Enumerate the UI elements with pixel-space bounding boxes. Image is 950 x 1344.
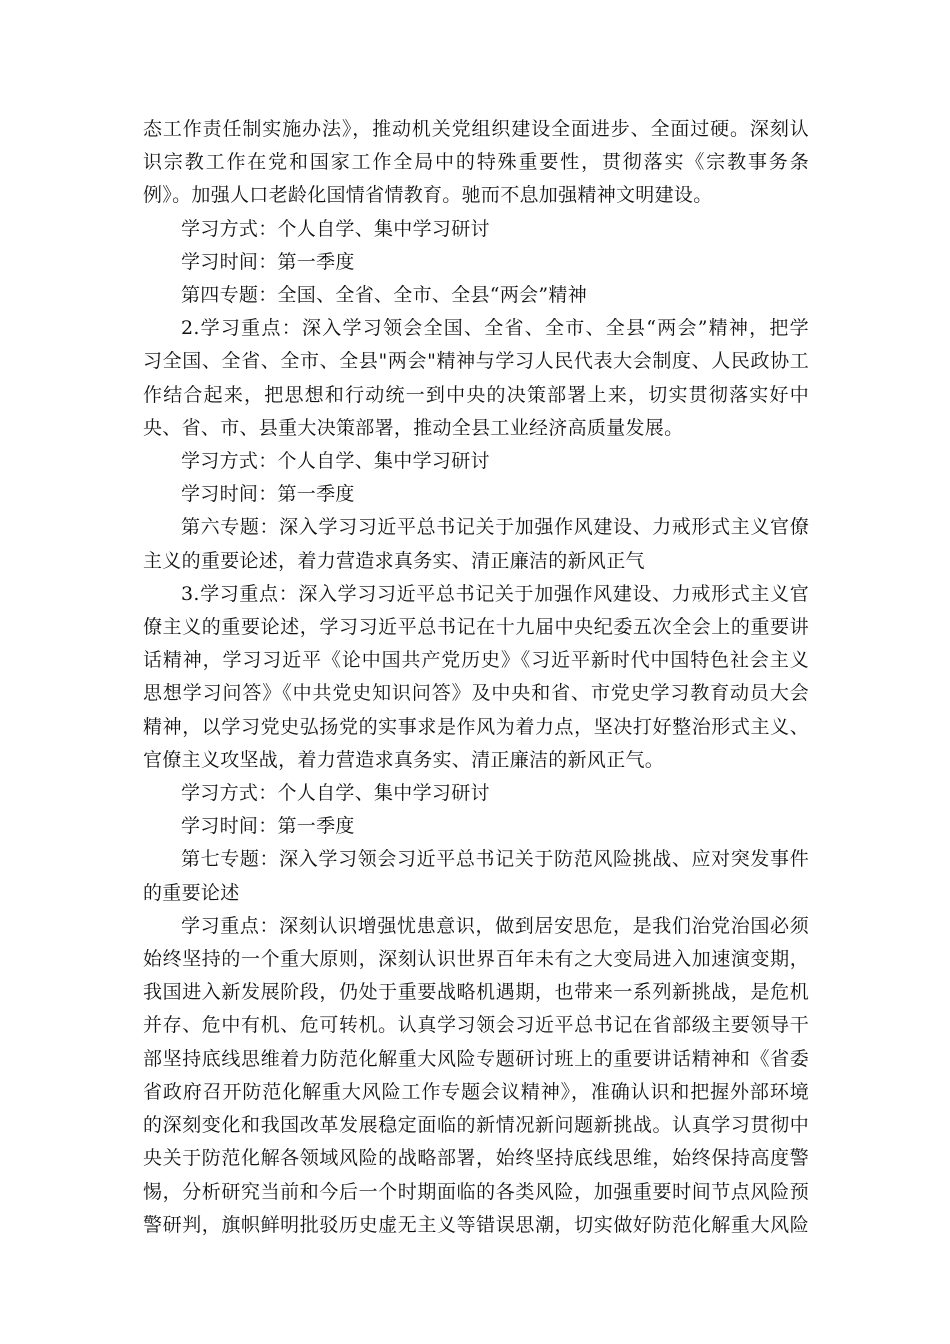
study-focus-paragraph-2 — [143, 312, 809, 445]
study-method-line — [143, 213, 809, 246]
text-line: 学习方式：个人自学、集中学习研讨 — [181, 217, 490, 240]
text-line: 的重要论述 — [143, 881, 240, 904]
text-line: 学习时间：第一季度 — [181, 483, 355, 506]
study-time-line — [143, 246, 809, 279]
text-line: 始终坚持的一个重大原则，深刻认识世界百年未有之大变局进入加速演变期， — [143, 948, 809, 971]
study-method-line — [143, 777, 809, 810]
text-line: 并存、危中有机、危可转机。认真学习领会习近平总书记在省部级主要领导干 — [143, 1014, 809, 1037]
text-line: 省政府召开防范化解重大风险工作专题会议精神》，准确认识和把握外部环境 — [143, 1080, 809, 1103]
text-line: 作结合起来，把思想和行动统一到中央的决策部署上来，切实贯彻落实好中 — [143, 383, 809, 406]
study-time-line — [143, 478, 809, 511]
text-line: 学习重点：深刻认识增强忧患意识，做到居安思危，是我们治党治国必须 — [181, 914, 809, 937]
document-page — [143, 113, 809, 1242]
text-line: 警研判，旗帜鲜明批驳历史虚无主义等错误思潮，切实做好防范化解重大风险 — [143, 1213, 809, 1236]
text-line: 惕，分析研究当前和今后一个时期面临的各类风险，加强重要时间节点风险预 — [143, 1180, 809, 1203]
study-focus-paragraph-7 — [143, 910, 809, 1242]
text-line: 第六专题：深入学习习近平总书记关于加强作风建设、力戒形式主义官僚 — [181, 516, 809, 539]
paragraph-continuation — [143, 113, 809, 213]
text-line: 例》。加强人口老龄化国情省情教育。驰而不息加强精神文明建设。 — [143, 184, 713, 207]
topic-heading-7 — [143, 843, 809, 909]
text-line: 我国进入新发展阶段，仍处于重要战略机遇期，也带来一系列新挑战，是危机 — [143, 981, 809, 1004]
study-time-line — [143, 810, 809, 843]
text-line: 的深刻变化和我国改革发展稳定面临的新情况新问题新挑战。认真学习贯彻中 — [143, 1114, 809, 1137]
text-line: 官僚主义攻坚战，着力营造求真务实、清正廉洁的新风正气。 — [143, 748, 665, 771]
text-line: 精神，以学习党史弘扬党的实事求是作风为着力点，坚决打好整治形式主义、 — [143, 715, 809, 738]
text-line: 学习方式：个人自学、集中学习研讨 — [181, 450, 490, 473]
text-line: 习全国、全省、全市、全县"两会"精神与学习人民代表大会制度、人民政协工 — [143, 350, 809, 373]
text-line: 思想学习问答》《中共党史知识问答》及中央和省、市党史学习教育动员大会 — [143, 682, 809, 705]
text-line: 主义的重要论述，着力营造求真务实、清正廉洁的新风正气 — [143, 549, 645, 572]
text-line: 识宗教工作在党和国家工作全局中的特殊重要性，贯彻落实《宗教事务条 — [143, 151, 809, 174]
text-line: 学习时间：第一季度 — [181, 815, 355, 838]
text-line: 部坚持底线思维着力防范化解重大风险专题研讨班上的重要讲话精神和《省委 — [143, 1047, 809, 1070]
text-line: 僚主义的重要论述，学习习近平总书记在十九届中央纪委五次全会上的重要讲 — [143, 616, 809, 639]
text-line: 央关于防范化解各领域风险的战略部署，始终坚持底线思维，始终保持高度警 — [143, 1147, 809, 1170]
text-line: 学习方式：个人自学、集中学习研讨 — [181, 782, 490, 805]
text-line: 话精神，学习习近平《论中国共产党历史》《习近平新时代中国特色社会主义 — [143, 649, 809, 672]
topic-heading-4 — [143, 279, 809, 312]
text-line: 2.学习重点：深入学习领会全国、全省、全市、全县“两会”精神，把学 — [181, 317, 809, 340]
text-line: 第四专题：全国、全省、全市、全县“两会”精神 — [181, 284, 588, 307]
study-focus-paragraph-3 — [143, 578, 809, 777]
text-line: 第七专题：深入学习领会习近平总书记关于防范风险挑战、应对突发事件 — [181, 848, 809, 871]
text-line: 3.学习重点：深入学习习近平总书记关于加强作风建设、力戒形式主义官 — [181, 582, 809, 605]
topic-heading-6 — [143, 511, 809, 577]
text-line: 态工作责任制实施办法》，推动机关党组织建设全面进步、全面过硬。深刻认 — [143, 118, 809, 140]
text-line: 央、省、市、县重大决策部署，推动全县工业经济高质量发展。 — [143, 416, 684, 439]
study-method-line — [143, 445, 809, 478]
text-line: 学习时间：第一季度 — [181, 250, 355, 273]
